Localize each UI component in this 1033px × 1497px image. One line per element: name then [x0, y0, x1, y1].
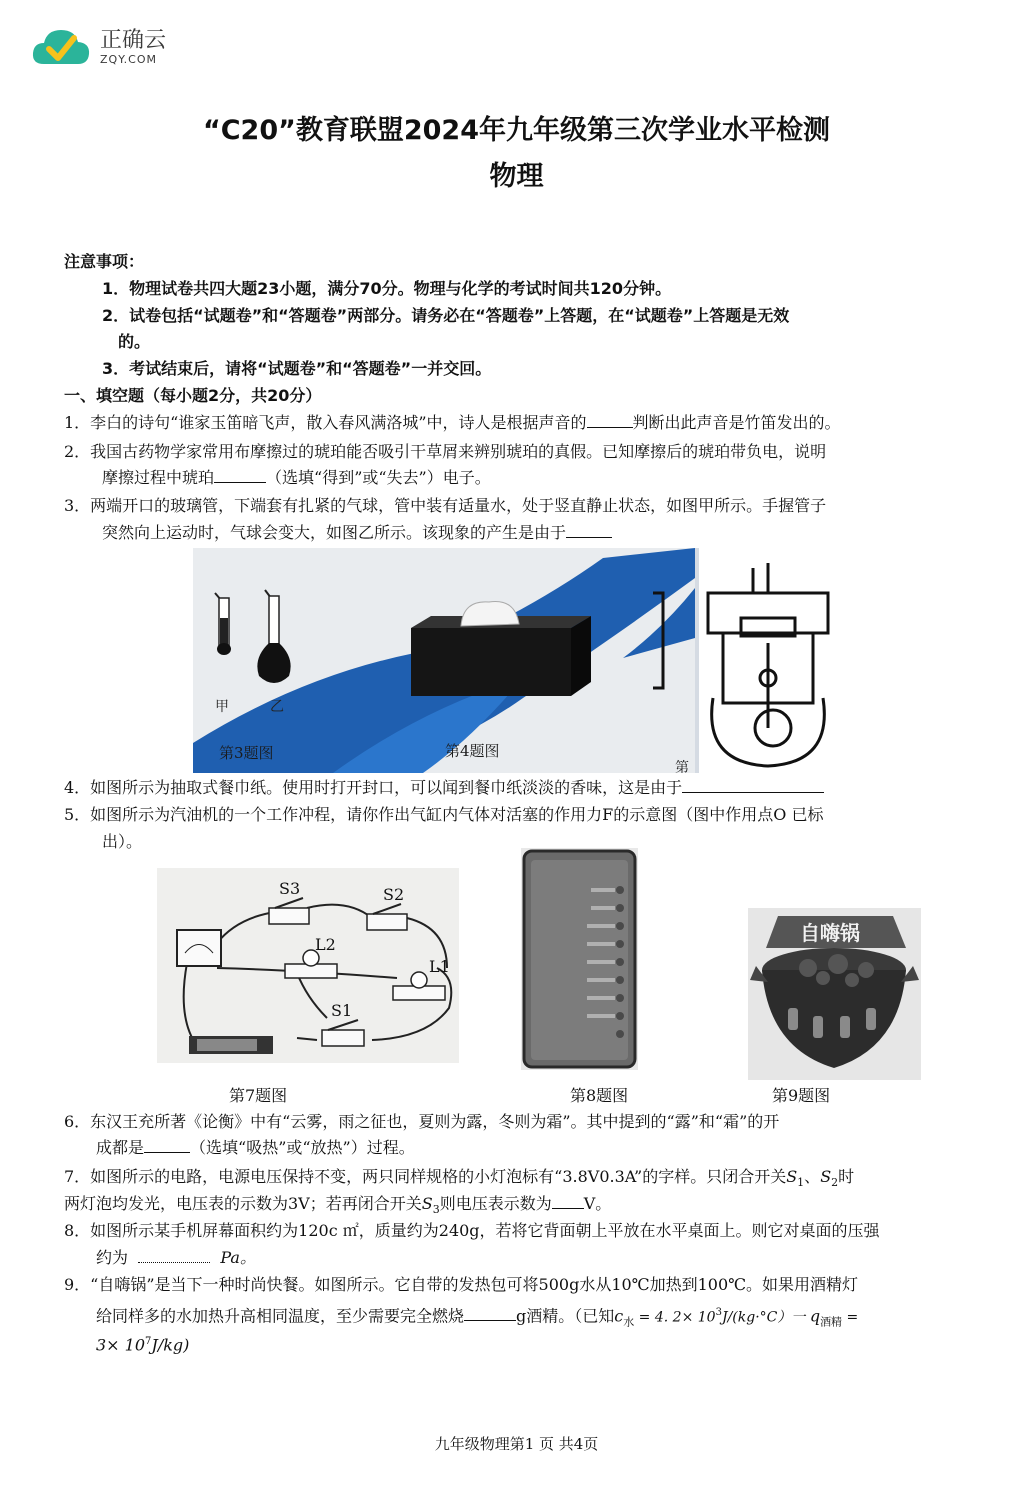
notice-item: 的。	[118, 332, 151, 351]
question-text: 两灯泡均发光，电压表的示数为3V；若再闭合开关	[64, 1194, 422, 1213]
question-text: 判断出此声音是竹笛发出的。	[632, 413, 841, 432]
pot-illustration	[748, 908, 921, 1080]
question-text: 突然向上运动时，气球会变大，如图乙所示。该现象的产生是由于	[102, 523, 567, 542]
question-text: （选填“吸热”或“放热”）过程。	[190, 1138, 415, 1157]
question-8-line1: 8．如图所示某手机屏幕面积约为120c ㎡，质量约为240g，若将它背面朝上平放在水平桌面上。则它对桌面的压强	[64, 1221, 880, 1240]
question-7-line2	[64, 1192, 611, 1222]
formula: =	[842, 1309, 859, 1326]
notice-item: 1．物理试卷共四大题23小题，满分70分。物理与化学的考试时间共120分钟。	[102, 279, 672, 298]
answer-blank	[566, 521, 612, 538]
subscript: 1	[797, 1176, 805, 1190]
subscript: 水	[623, 1315, 635, 1329]
figure-caption: 第	[675, 760, 689, 773]
formula: = 4. 2× 10	[634, 1309, 716, 1326]
symbol: S	[421, 1194, 433, 1213]
figure-caption: 第9题图	[772, 1086, 831, 1105]
symbol: c	[614, 1306, 624, 1326]
question-text: g酒精。（已知	[516, 1306, 615, 1326]
pot-brand-label: 自嗨锅	[800, 921, 860, 945]
figure-caption: 第7题图	[229, 1086, 288, 1105]
question-6-line1: 6．东汉王充所著《论衡》中有“云雾，雨之征也，夏则为露，冬则为霜”。其中提到的“露”和“霜”的开	[64, 1112, 780, 1131]
superscript: 3	[715, 1307, 722, 1318]
figure-illustration	[193, 548, 841, 773]
question-text: 、	[804, 1167, 821, 1186]
logo	[30, 24, 166, 70]
question-text: 成都是	[96, 1138, 145, 1157]
figure-label: 乙	[270, 699, 284, 715]
question-9-line3	[96, 1330, 189, 1357]
question-1	[64, 411, 841, 435]
question-text: （选填“得到”或“失去”）电子。	[266, 468, 491, 487]
circuit-label: S1	[331, 1001, 353, 1020]
figure-caption: 第4题图	[445, 742, 500, 760]
formula: J/(kg·°C）一	[721, 1309, 810, 1326]
answer-blank	[587, 411, 633, 428]
question-2-line1: 2．我国古药物学家常用布摩擦过的琥珀能否吸引干草屑来辨别琥珀的真假。已知摩擦后的琥珀带负电，说明	[64, 442, 827, 461]
answer-blank	[682, 776, 824, 793]
logo-name: 正确云	[100, 27, 167, 53]
figure-caption: 第3题图	[219, 744, 274, 762]
question-text: 摩擦过程中琥珀	[102, 468, 215, 487]
phone-illustration	[521, 848, 638, 1070]
question-text: 则电压表示数为	[439, 1194, 552, 1213]
question-9-line2	[96, 1301, 858, 1335]
answer-blank	[144, 1136, 190, 1153]
answer-blank	[552, 1192, 584, 1209]
superscript: 7	[145, 1336, 152, 1347]
figure-8-phone	[521, 848, 638, 1070]
question-4	[64, 776, 824, 800]
question-text: V。	[583, 1194, 612, 1213]
subscript: 酒精	[820, 1315, 843, 1329]
subscript: 2	[831, 1176, 839, 1190]
symbol: S	[786, 1167, 798, 1186]
figure-3-4-5	[193, 548, 841, 773]
figure-caption: 第8题图	[570, 1086, 629, 1105]
section-heading: 一、填空题（每小题2分，共20分）	[64, 386, 322, 405]
notice-item: 3．考试结束后，请将“试题卷”和“答题卷”一并交回。	[102, 359, 492, 378]
logo-domain: ZQY.COM	[100, 52, 158, 66]
symbol: q	[809, 1306, 821, 1326]
figure-label: 甲	[215, 699, 229, 715]
answer-blank	[138, 1246, 210, 1263]
question-text: 7．如图所示的电路，电源电压保持不变，两只同样规格的小灯泡标有“3.8V0.3A”的字样。只闭合开关	[64, 1167, 787, 1186]
circuit-illustration	[157, 868, 459, 1063]
answer-blank	[464, 1304, 516, 1321]
circuit-label: S2	[383, 885, 405, 904]
question-text: 约为	[96, 1248, 129, 1267]
cloud-check-icon	[30, 24, 92, 70]
symbol: S	[820, 1167, 832, 1186]
figure-9-pot	[748, 908, 921, 1080]
page-title: “C20”教育联盟2024年九年级第三次学业水平检测	[202, 115, 831, 146]
subject-title: 物理	[489, 161, 544, 192]
circuit-label: L1	[429, 957, 450, 976]
formula: 3× 10	[96, 1335, 146, 1355]
circuit-label: S3	[279, 879, 301, 898]
question-7-line1	[64, 1165, 854, 1195]
question-9-line1: 9．“自嗨锅”是当下一种时尚快餐。如图所示。它自带的发热包可将500g水从10℃加热到100℃。如果用酒精灯	[64, 1275, 859, 1294]
notice-item: 2．试卷包括“试题卷”和“答题卷”两部分。请务必在“答题卷”上答题，在“试题卷”上答题是无效	[102, 306, 790, 325]
formula: J/kg)	[151, 1335, 190, 1355]
question-6-line2	[96, 1136, 415, 1160]
page-footer: 九年级物理第1 页 共4页	[434, 1435, 599, 1453]
unit: Pa。	[220, 1248, 256, 1267]
answer-blank	[214, 466, 266, 483]
question-text: 4．如图所示为抽取式餐巾纸。使用时打开封口，可以闻到餐巾纸淡淡的香味，这是由于	[64, 778, 683, 797]
question-5-line2: 出）。	[102, 832, 143, 851]
question-3-line1: 3．两端开口的玻璃管，下端套有扎紧的气球，管中装有适量水，处于竖直静止状态，如图甲所示。手握管子	[64, 496, 827, 515]
question-text: 给同样多的水加热升高相同温度，至少需要完全燃烧	[96, 1306, 465, 1326]
question-text: 时	[838, 1167, 855, 1186]
question-2-line2	[102, 466, 491, 490]
circuit-label: L2	[315, 935, 336, 954]
question-5-line1: 5．如图所示为汽油机的一个工作冲程，请你作出气缸内气体对活塞的作用力F的示意图（图中作用点O 已标	[64, 805, 824, 824]
question-3-line2	[102, 521, 612, 545]
notice-heading: 注意事项：	[64, 252, 145, 271]
question-text: 1．李白的诗句“谁家玉笛暗飞声，散入春风满洛城”中，诗人是根据声音的	[64, 413, 587, 432]
subscript: 3	[432, 1203, 440, 1217]
figure-7-circuit	[157, 868, 459, 1063]
question-8-line2	[96, 1246, 256, 1270]
